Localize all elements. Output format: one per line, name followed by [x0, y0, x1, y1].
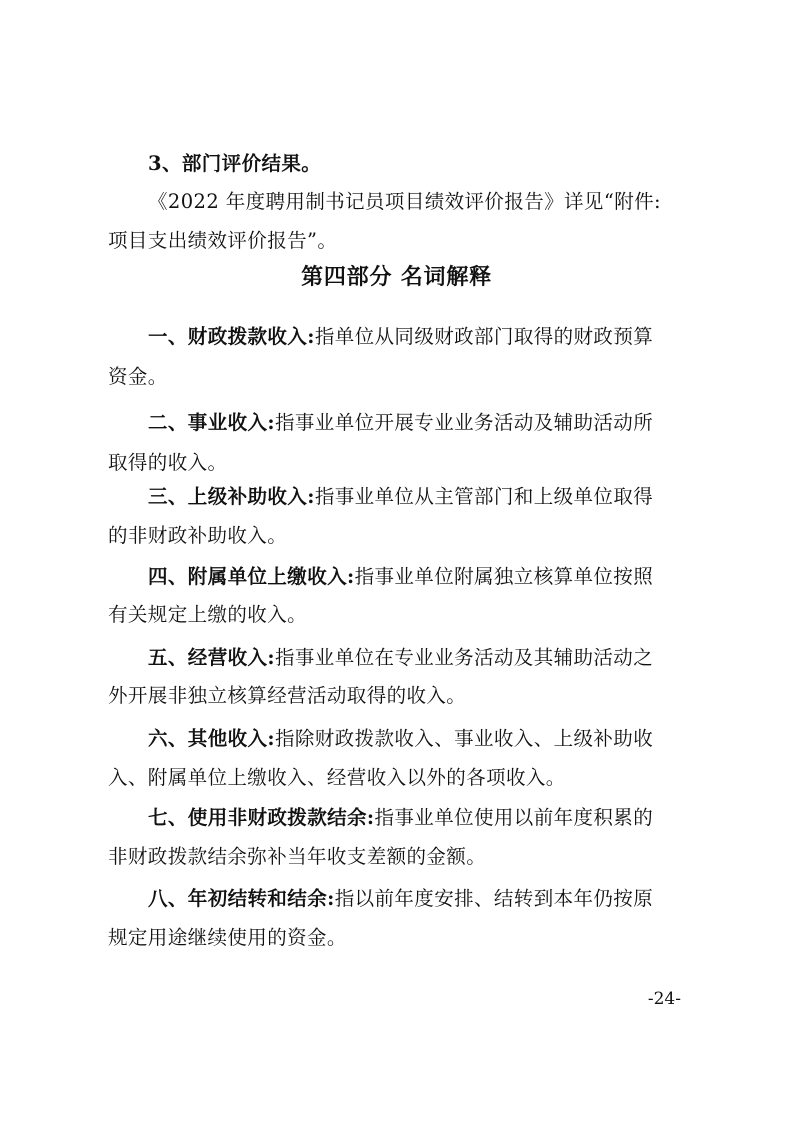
definition-text: 指单位从同级财政部门取得的财政预算 — [314, 325, 654, 348]
definition-continuation: 外开展非独立核算经营活动取得的收入。 — [108, 684, 467, 707]
definition-line — [148, 483, 698, 511]
definition-line — [148, 885, 698, 913]
definition-text: 指事业单位从主管部门和上级单位取得 — [314, 485, 654, 508]
page-number: -24- — [647, 989, 681, 1009]
definition-continuation: 规定用途继续使用的资金。 — [108, 926, 347, 949]
definition-term: 七、使用非财政拨款结余: — [148, 806, 375, 829]
definition-text: 指事业单位使用以前年度积累的 — [374, 806, 654, 829]
definition-line — [148, 323, 698, 351]
definition-line — [148, 804, 698, 832]
definition-continuation: 入、附属单位上缴收入、经营收入以外的各项收入。 — [108, 766, 566, 789]
definition-text: 指事业单位开展专业业务活动及辅助活动所 — [275, 411, 654, 434]
definition-text: 指事业单位在专业业务活动及其辅助活动之 — [275, 646, 654, 669]
definition-continuation: 取得的收入。 — [108, 451, 228, 474]
part-title: 第四部分 名词解释 — [301, 264, 492, 290]
definition-term: 五、经营收入: — [148, 646, 275, 669]
definition-term: 三、上级补助收入: — [148, 485, 315, 508]
definition-text: 指事业单位附属独立核算单位按照 — [354, 565, 654, 588]
definition-text: 指以前年度安排、结转到本年仍按原 — [334, 887, 654, 910]
definition-term: 六、其他收入: — [148, 727, 275, 750]
definition-line — [148, 563, 698, 591]
intro-line-1: 《2022 年度聘用制书记员项目绩效评价报告》详见“附件: — [148, 190, 661, 213]
sub-heading-evaluation-results: 3、部门评价结果。 — [148, 152, 322, 175]
definition-term: 二、事业收入: — [148, 411, 275, 434]
definition-continuation: 有关规定上缴的收入。 — [108, 603, 308, 626]
definition-line — [148, 644, 698, 672]
definition-line — [148, 409, 698, 437]
definition-continuation: 资金。 — [108, 365, 168, 388]
definition-term: 一、财政拨款收入: — [148, 325, 315, 348]
definition-line — [148, 725, 698, 753]
definition-continuation: 非财政拨款结余弥补当年收支差额的金额。 — [108, 845, 487, 868]
definition-term: 四、附属单位上缴收入: — [148, 565, 355, 588]
definition-continuation: 的非财政补助收入。 — [108, 524, 288, 547]
intro-line-2: 项目支出绩效评价报告”。 — [108, 229, 338, 252]
definition-text: 指除财政拨款收入、事业收入、上级补助收 — [275, 727, 654, 750]
definition-term: 八、年初结转和结余: — [148, 887, 335, 910]
